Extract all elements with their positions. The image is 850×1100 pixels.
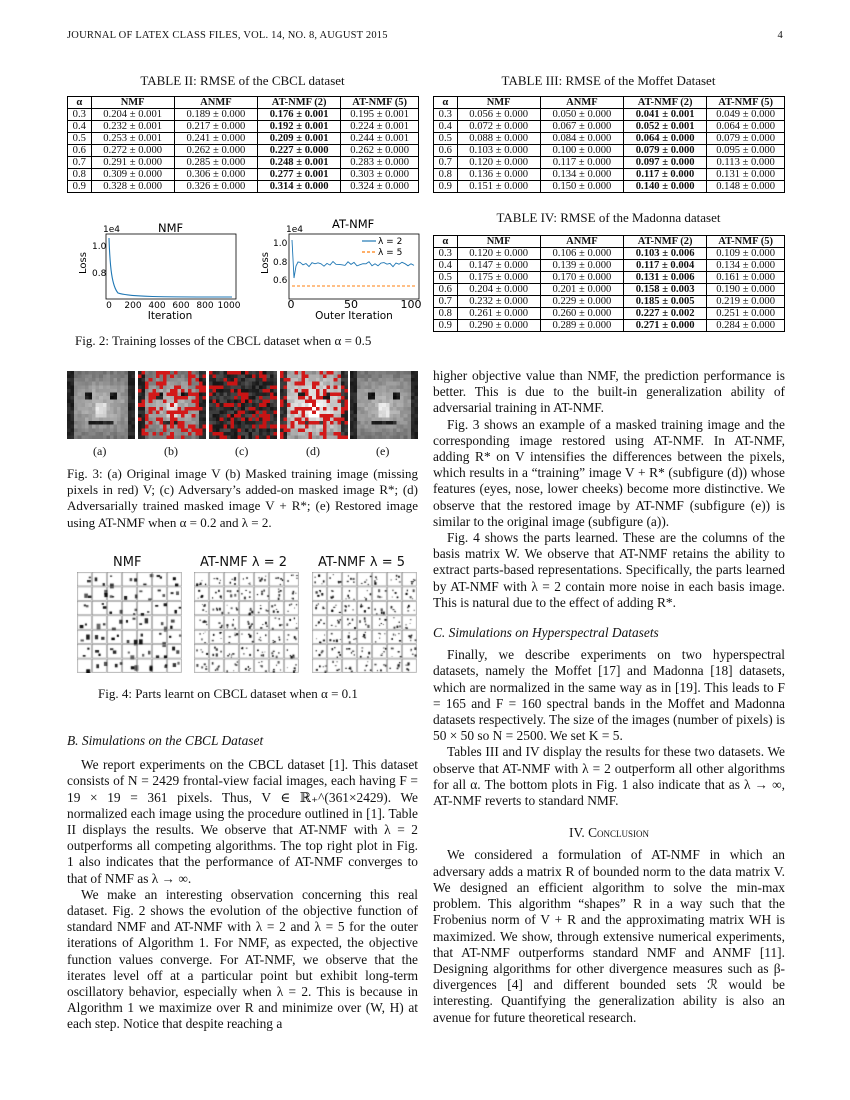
left-xtick-2: 400 [148,301,166,311]
table-row [434,284,785,296]
table4-col-header: AT-NMF (2) [624,236,707,248]
table-cell: 0.175 ± 0.000 [457,272,540,284]
left-xtick-0: 0 [106,301,112,311]
table-cell: 0.3 [434,248,458,260]
table2-caption: TABLE II: RMSE of the CBCL dataset [140,73,345,88]
fig3-label-c: (c) [235,444,249,458]
right-paragraph-6: We considered a formulation of AT-NMF in which an adversary adds a matrix R of bounded norm to the data matrix V. We designed an efficient algorithm to solve the min-max problem. This algorithm “shapes” R in a way such that the Frobenius norm of V + R and the approximating matrix WH is maximized. We show, through extensive numerical experiments, that AT-NMF outperforms standard NMF and ANMF [11]. Designing algorithms for other divergence measures such as β-divergences [4] and different bounded sets ℛ would be interesting. Quantifying the generalization ability is also an avenue for future theoretical research. [433,847,785,1025]
table-row [434,248,785,260]
table-cell: 0.064 ± 0.000 [707,121,785,133]
table-cell: 0.248 ± 0.001 [258,157,341,169]
table-cell: 0.161 ± 0.000 [707,272,785,284]
table-row [434,308,785,320]
table-row [434,260,785,272]
left-title: NMF [158,221,184,235]
table4-col-header: AT-NMF (5) [707,236,785,248]
table-cell: 0.9 [434,181,458,193]
table-cell: 0.326 ± 0.000 [174,181,257,193]
right-title: AT-NMF [332,218,375,231]
table-row [434,272,785,284]
table-cell: 0.8 [68,169,92,181]
table-cell: 0.117 ± 0.000 [624,169,707,181]
table-row [434,157,785,169]
table-cell: 0.4 [68,121,92,133]
table-cell: 0.232 ± 0.000 [457,296,540,308]
fig4-grid-nmf [77,572,182,678]
right-ytick-0: 1.0 [273,239,288,249]
fig2-caption: Fig. 2: Training losses of the CBCL dataset when α = 0.5 [75,333,372,348]
table3-col-header: α [434,97,458,109]
table-cell: 0.6 [68,145,92,157]
table-cell: 0.150 ± 0.000 [540,181,623,193]
table-cell: 0.244 ± 0.001 [341,133,419,145]
table-row [68,181,419,193]
table-row [68,169,419,181]
left-paragraph-2: We make an interesting observation concerning this real dataset. Fig. 2 shows the evolution of the objective function of standard NMF and AT-NMF with λ = 2 and λ = 5 for the outer iterations of Algorithm 1. For NMF, as expected, the objective function values converge. For AT-NMF, we observe that the iterates level off at a particular point but exhibit long-term oscillatory behavior, especially when λ = 2. This is because in Algorithm 1 we maximize over R and minimize over (W, H) at each step. Notice that despite reaching a [67,886,418,1032]
left-axes [106,234,236,299]
table-cell: 0.4 [434,121,458,133]
table-cell: 0.056 ± 0.000 [457,109,540,121]
fig3-caption: Fig. 3: (a) Original image V (b) Masked training image (missing pixels in red) V; (c) Adversary’s added-on masked image R*; (d) Adversarially trained masked image V + R*; (e) Restored image using AT-NMF when α = 0.2 and λ = 2. [67,466,418,530]
section-c-heading: C. Simulations on Hyperspectral Datasets [433,625,659,641]
right-paragraph-1: higher objective value than NMF, the prediction performance is better. This is due to the built-in generalization ability of adversarial training in AT-NMF. [433,368,785,416]
table-cell: 0.7 [434,157,458,169]
table2-col-header: AT-NMF (2) [258,97,341,109]
table-cell: 0.106 ± 0.000 [540,248,623,260]
table-cell: 0.095 ± 0.000 [707,145,785,157]
fig3-label-b: (b) [164,444,178,458]
right-ylabel: Loss [260,252,271,274]
table-cell: 0.219 ± 0.000 [707,296,785,308]
table-cell: 0.136 ± 0.000 [457,169,540,181]
table-cell: 0.041 ± 0.001 [624,109,707,121]
table-cell: 0.120 ± 0.000 [457,157,540,169]
fig3-label-d: (d) [306,444,320,458]
right-paragraph-2: Fig. 3 shows an example of a masked training image and the corresponding image restored using AT-NMF. In AT-NMF, adding R* on V intensifies the differences between the pixels, which results in a “training” image V + R* (subfigure (d)) whose features (eyes, nose, lower cheeks) become more distinctive. We observe that the restored image by AT-NMF (subfigure (e)) is similar to the original image (subfigure (a)). [433,416,785,529]
table-cell: 0.284 ± 0.000 [707,320,785,332]
fig3-image-e [350,371,418,439]
table3-caption: TABLE III: RMSE of the Moffet Dataset [501,73,716,88]
parts-grid-canvas [194,572,299,673]
table-cell: 0.5 [434,133,458,145]
table-cell: 0.131 ± 0.000 [707,169,785,181]
table-cell: 0.3 [434,109,458,121]
table-cell: 0.272 ± 0.000 [91,145,174,157]
page-number: 4 [777,30,783,41]
fig3-images [67,371,419,439]
table3-col-header: ANMF [540,97,623,109]
table-cell: 0.309 ± 0.000 [91,169,174,181]
table4-col-header: NMF [457,236,540,248]
table-row [68,157,419,169]
table-cell: 0.050 ± 0.000 [540,109,623,121]
table-cell: 0.140 ± 0.000 [624,181,707,193]
fig4-grid-at5 [312,572,417,678]
table-cell: 0.170 ± 0.000 [540,272,623,284]
table-cell: 0.192 ± 0.001 [258,121,341,133]
table4-caption: TABLE IV: RMSE of the Madonna dataset [496,210,721,225]
table-cell: 0.285 ± 0.000 [174,157,257,169]
table-cell: 0.7 [68,157,92,169]
table-cell: 0.262 ± 0.000 [174,145,257,157]
left-ytick-1: 0.8 [92,269,107,279]
right-paragraph-4: Finally, we describe experiments on two hyperspectral datasets, namely the Moffet [17] and Madonna [18] datasets, which are normalized in the same way as in [19]. This leads to F = 165 and F = 160 spectral bands in the Moffet and Madonna datasets respectively. The size of the images (number of pixels) is 50 × 50 so N = 2500. We set K = 5. [433,647,785,744]
legend-lambda5: λ = 5 [378,248,403,258]
left-ytick-0: 1.0 [92,242,107,252]
running-header: JOURNAL OF LATEX CLASS FILES, VOL. 14, NO. 8, AUGUST 2015 [67,30,388,41]
table-cell: 0.7 [434,296,458,308]
legend-lambda2: λ = 2 [378,237,403,247]
table-cell: 0.204 ± 0.001 [91,109,174,121]
table-cell: 0.5 [68,133,92,145]
left-paragraph-1: We report experiments on the CBCL dataset [1]. This dataset consists of N = 2429 frontal-view facial images, each having F = 19 × 19 = 361 pixels. Thus, V ∈ ℝ₊^(361×2429). We normalized each image using the procedure outlined in [1]. Table II displays the results. We observe that AT-NMF with λ = 2 outperforms all competing algorithms. The top right plot in Fig. 1 also indicates that the performance of AT-NMF converges to that of NMF as λ → ∞. [67,757,418,886]
table-row [434,320,785,332]
table-cell: 0.120 ± 0.000 [457,248,540,260]
table-cell: 0.117 ± 0.004 [624,260,707,272]
table-cell: 0.079 ± 0.000 [707,133,785,145]
table-cell: 0.147 ± 0.000 [457,260,540,272]
table2-col-header: NMF [91,97,174,109]
table3 [433,96,785,193]
table-cell: 0.117 ± 0.000 [540,157,623,169]
right-xtick-0: 0 [287,298,295,311]
table-cell: 0.072 ± 0.000 [457,121,540,133]
fig3-image-c [209,371,277,439]
table-cell: 0.227 ± 0.000 [258,145,341,157]
table-cell: 0.291 ± 0.000 [91,157,174,169]
table4-col-header: α [434,236,458,248]
table-cell: 0.100 ± 0.000 [540,145,623,157]
table3-col-header: NMF [457,97,540,109]
left-xtick-4: 800 [196,301,214,311]
table-row [434,296,785,308]
left-column [67,733,418,1033]
table-cell: 0.079 ± 0.000 [624,145,707,157]
table-cell: 0.8 [434,169,458,181]
fig4-title-at2: AT-NMF λ = 2 [200,555,287,570]
table-cell: 0.103 ± 0.000 [457,145,540,157]
table-cell: 0.084 ± 0.000 [540,133,623,145]
right-column [433,368,785,1026]
table-cell: 0.224 ± 0.001 [341,121,419,133]
right-xtick-1: 50 [344,298,358,311]
fig4-title-at5: AT-NMF λ = 5 [318,555,405,570]
table-cell: 0.217 ± 0.000 [174,121,257,133]
table-cell: 0.190 ± 0.000 [707,284,785,296]
table4-col-header: ANMF [540,236,623,248]
table-cell: 0.8 [434,308,458,320]
left-xtick-1: 200 [124,301,142,311]
table-cell: 0.109 ± 0.000 [707,248,785,260]
fig4-title-nmf: NMF [113,555,142,570]
table-cell: 0.148 ± 0.000 [707,181,785,193]
table-cell: 0.204 ± 0.000 [457,284,540,296]
table4 [433,235,785,332]
table-cell: 0.229 ± 0.000 [540,296,623,308]
table-cell: 0.9 [68,181,92,193]
left-ylabel: Loss [78,252,89,274]
table2-col-header: α [68,97,92,109]
table-cell: 0.9 [434,320,458,332]
table-cell: 0.176 ± 0.001 [258,109,341,121]
fig2-plots [70,218,430,322]
table-cell: 0.241 ± 0.000 [174,133,257,145]
table-cell: 0.328 ± 0.000 [91,181,174,193]
table-cell: 0.260 ± 0.000 [540,308,623,320]
right-xtick-2: 100 [400,298,422,311]
right-xlabel: Outer Iteration [315,310,393,322]
left-scale: 1e4 [103,225,120,235]
table-cell: 0.303 ± 0.000 [341,169,419,181]
table-cell: 0.049 ± 0.000 [707,109,785,121]
table-cell: 0.306 ± 0.000 [174,169,257,181]
table-cell: 0.103 ± 0.006 [624,248,707,260]
table-cell: 0.283 ± 0.000 [341,157,419,169]
right-scale: 1e4 [286,225,303,235]
section-b-heading: B. Simulations on the CBCL Dataset [67,733,264,748]
table-cell: 0.6 [434,145,458,157]
table-row [434,109,785,121]
table-cell: 0.052 ± 0.001 [624,121,707,133]
fig3-image-d [280,371,348,439]
table-cell: 0.289 ± 0.000 [540,320,623,332]
table-cell: 0.4 [434,260,458,272]
fig4-panels [75,555,420,675]
table-cell: 0.261 ± 0.000 [457,308,540,320]
table-row [68,145,419,157]
table-row [434,145,785,157]
table-cell: 0.195 ± 0.001 [341,109,419,121]
table-cell: 0.139 ± 0.000 [540,260,623,272]
fig3-image-a [67,371,135,439]
table-row [68,121,419,133]
table-cell: 0.271 ± 0.000 [624,320,707,332]
table-cell: 0.201 ± 0.000 [540,284,623,296]
table-cell: 0.097 ± 0.000 [624,157,707,169]
table-cell: 0.158 ± 0.003 [624,284,707,296]
table2-col-header: AT-NMF (5) [341,97,419,109]
table-cell: 0.134 ± 0.000 [707,260,785,272]
table-row [434,169,785,181]
fig4-grid-at2 [194,572,299,678]
fig4-caption: Fig. 4: Parts learnt on CBCL dataset when α = 0.1 [98,686,358,701]
left-xtick-5: 1000 [217,301,241,311]
parts-grid-canvas [312,572,417,673]
table2-col-header: ANMF [174,97,257,109]
table-cell: 0.067 ± 0.000 [540,121,623,133]
left-xtick-3: 600 [172,301,190,311]
table-cell: 0.151 ± 0.000 [457,181,540,193]
table-cell: 0.324 ± 0.000 [341,181,419,193]
right-ytick-1: 0.8 [273,258,288,268]
table-cell: 0.088 ± 0.000 [457,133,540,145]
table-cell: 0.131 ± 0.006 [624,272,707,284]
table-cell: 0.189 ± 0.000 [174,109,257,121]
fig3-label-e: (e) [376,444,390,458]
table-row [68,109,419,121]
table-cell: 0.232 ± 0.001 [91,121,174,133]
right-paragraph-5: Tables III and IV display the results for these two datasets. We observe that AT-NMF with λ = 2 outperform all other algorithms for all α. The bottom plots in Fig. 1 also indicate that as λ → ∞, AT-NMF reverts to standard NMF. [433,744,785,809]
table-cell: 0.6 [434,284,458,296]
nmf-loss-curve [109,238,232,297]
table-cell: 0.209 ± 0.001 [258,133,341,145]
table-row [68,133,419,145]
table-cell: 0.277 ± 0.001 [258,169,341,181]
table-cell: 0.251 ± 0.000 [707,308,785,320]
table-row [434,181,785,193]
left-xlabel: Iteration [147,310,193,322]
table-cell: 0.064 ± 0.000 [624,133,707,145]
table-cell: 0.3 [68,109,92,121]
right-paragraph-3: Fig. 4 shows the parts learned. These are the columns of the basis matrix W. We observe that AT-NMF retains the ability to extract parts-based representations. Specifically, the parts learned by AT-NMF with λ = 2 contain more noise in each basis image. This is natural due to the effect of adding R*. [433,530,785,610]
table3-col-header: AT-NMF (2) [624,97,707,109]
fig3-label-a: (a) [93,444,107,458]
fig3-image-b [138,371,206,439]
right-ytick-2: 0.6 [273,276,288,286]
table-cell: 0.113 ± 0.000 [707,157,785,169]
table-cell: 0.134 ± 0.000 [540,169,623,181]
table-cell: 0.5 [434,272,458,284]
table3-col-header: AT-NMF (5) [707,97,785,109]
table-cell: 0.227 ± 0.002 [624,308,707,320]
table-row [434,121,785,133]
table-cell: 0.290 ± 0.000 [457,320,540,332]
table-cell: 0.262 ± 0.000 [341,145,419,157]
table-cell: 0.253 ± 0.001 [91,133,174,145]
table-cell: 0.185 ± 0.005 [624,296,707,308]
parts-grid-canvas [77,572,182,673]
conclusion-heading: IV. Conclusion [568,825,650,841]
table-cell: 0.314 ± 0.000 [258,181,341,193]
table-row [434,133,785,145]
table2 [67,96,419,193]
